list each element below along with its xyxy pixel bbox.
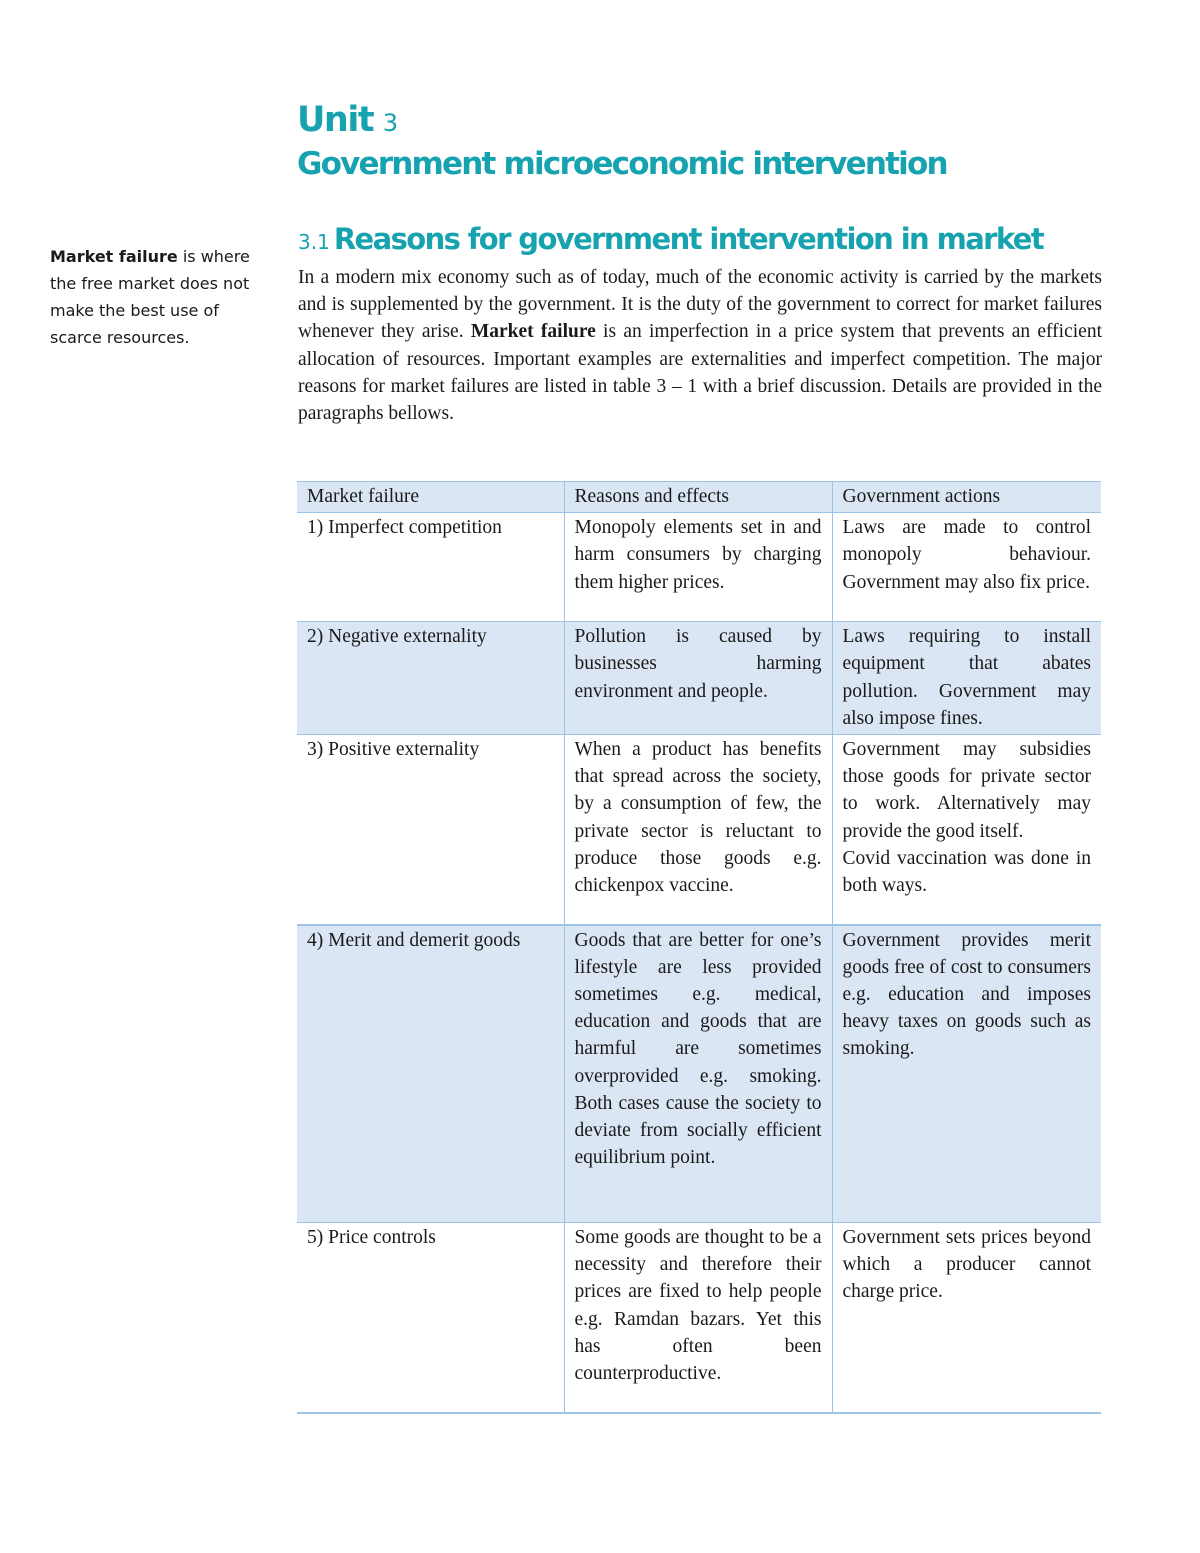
market-failure-table — [297, 481, 1101, 1414]
margin-note-text: is where the free market does not make the best use of scarce resources. — [50, 247, 250, 347]
cell-reasons: Pollution is caused by businesses harming environment and people. — [564, 622, 832, 735]
cell-reasons: Some goods are thought to be a necessity and therefore their prices are fixed to help people e.g. Ramdan bazars. Yet this has often been counterproductive. — [564, 1223, 832, 1413]
cell-actions: Government provides merit goods free of cost to consumers e.g. education and imposes heavy taxes on goods such as smoking. — [832, 925, 1101, 1223]
cell-failure: 3) Positive externality — [297, 735, 564, 925]
table-row — [297, 1223, 1101, 1413]
unit-subtitle: Government microeconomic intervention — [297, 145, 947, 182]
section-number: 3.1 — [298, 230, 330, 254]
unit-number: 3 — [382, 109, 397, 137]
section-title: Reasons for government intervention in market — [333, 222, 1044, 256]
margin-note — [50, 243, 270, 351]
unit-title — [297, 98, 947, 184]
header-government-actions: Government actions — [832, 482, 1101, 513]
cell-actions — [832, 735, 1101, 925]
intro-part-2: is an imperfection in a price system that prevents an efficient allocation of resources. Important examples are externalities and imperfect competition. The major reasons for market failures are listed in table 3 – 1 with a brief discussion. Details are provided in the paragraphs bellows. — [298, 321, 1102, 425]
header-market-failure: Market failure — [297, 482, 564, 513]
intro-part-1: In a modern mix economy such as of today, much of the economic activity is carried by the markets and is supplemented by the government. It is the duty of the government to correct for market failures whenever they arise. — [298, 267, 1102, 343]
table-row — [297, 735, 1101, 925]
table-row — [297, 925, 1101, 1223]
cell-actions-main: Government may subsidies those goods for private sector to work. Alternatively may provide the good itself. — [842, 739, 1091, 842]
cell-reasons: Goods that are better for one’s lifestyle are less provided sometimes e.g. medical, education and goods that are harmful are sometimes overprovided e.g. smoking. Both cases cause the society to deviate from socially efficient equilibrium point. — [564, 925, 832, 1223]
cell-actions: Government sets prices beyond which a producer cannot charge price. — [832, 1223, 1101, 1413]
margin-note-term: Market failure — [50, 247, 178, 266]
table-row — [297, 622, 1101, 735]
cell-actions: Laws requiring to install equipment that abates pollution. Government may also impose fines. — [832, 622, 1101, 735]
cell-failure: 1) Imperfect competition — [297, 513, 564, 622]
intro-paragraph — [298, 264, 1102, 427]
unit-label: Unit — [297, 100, 374, 140]
cell-failure: 4) Merit and demerit goods — [297, 925, 564, 1223]
table-header-row — [297, 482, 1101, 513]
intro-term: Market failure — [470, 321, 596, 343]
cell-reasons: When a product has benefits that spread across the society, by a consumption of few, the private sector is reluctant to produce those goods e.g. chickenpox vaccine. — [564, 735, 832, 925]
cell-failure: 2) Negative externality — [297, 622, 564, 735]
section-heading — [298, 222, 1043, 256]
table-row — [297, 513, 1101, 622]
cell-reasons: Monopoly elements set in and harm consumers by charging them higher prices. — [564, 513, 832, 622]
header-reasons-effects: Reasons and effects — [564, 482, 832, 513]
cell-actions: Laws are made to control monopoly behaviour. Government may also fix price. — [832, 513, 1101, 622]
cell-failure: 5) Price controls — [297, 1223, 564, 1413]
cell-actions-extra: Covid vaccination was done in both ways. — [842, 847, 1091, 897]
